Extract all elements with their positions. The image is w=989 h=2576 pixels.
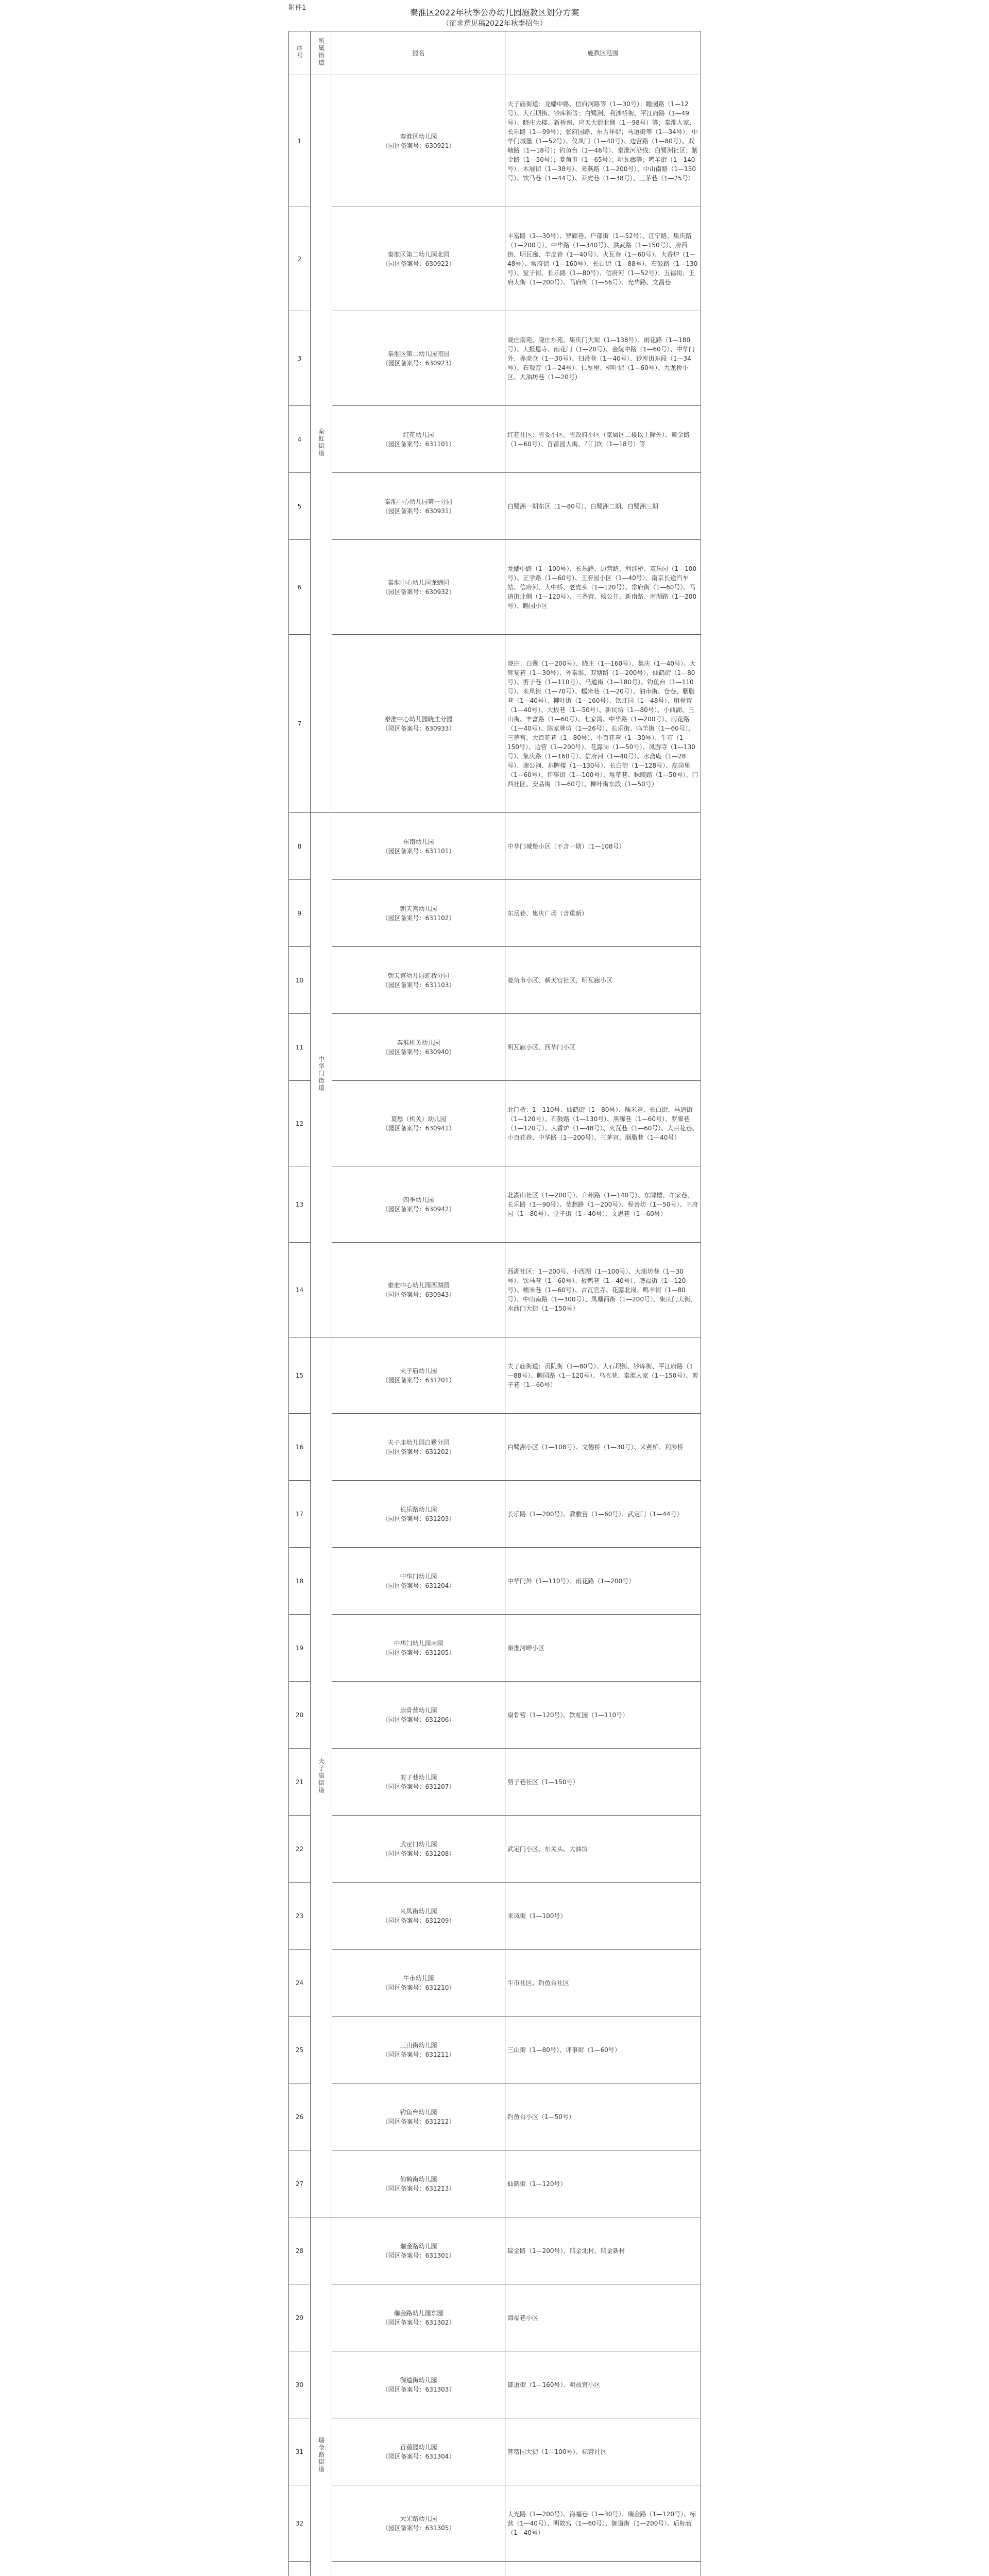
school-name: 莫愁（机关）幼儿园 <box>390 1115 447 1123</box>
table-row <box>289 1749 701 1816</box>
zone-cell: 三山街（1—80号）、评事街（1—60号） <box>505 2016 701 2083</box>
row-number: 18 <box>289 1548 311 1615</box>
school-code: （园区备案号：631103） <box>382 981 455 989</box>
row-number <box>289 2562 311 2576</box>
school-code: （园区备案号：630941） <box>382 1124 455 1132</box>
table-row <box>289 2351 701 2418</box>
row-number: 3 <box>289 311 311 406</box>
school-cell <box>332 540 505 635</box>
header-school: 园名 <box>332 31 505 75</box>
allocation-table <box>288 31 701 2576</box>
row-number: 31 <box>289 2418 311 2485</box>
table-row <box>289 2083 701 2150</box>
table-row <box>289 2485 701 2562</box>
school-name: 秦淮中心幼儿园西湖园 <box>387 1281 450 1289</box>
page-title: 秦淮区2022年秋季公办幼儿园施教区划分方案 <box>410 8 579 18</box>
table-row <box>289 2217 701 2284</box>
school-code: （园区备案号：630923） <box>382 359 455 367</box>
row-number: 28 <box>289 2217 311 2284</box>
zone-cell: 丰富路（1—30号）、罗廊巷、户部街（1—52号）、江宁路、集庆路（1—200号）、中华路（1—340号）、洪武路（1—150号）、府西街、明瓦廊、羊皮巷（1—40号）、火瓦巷（1—60号）、大香炉（1—48号）、常府街（1—160号）、长白街（1—88号）、石鼓路（1—130号）、堂子街、长乐路（1—80号）、信府河（1—52号）、五福街、王府大街（1—200号）、马府街（1—56号）、光华路、文昌巷 <box>505 207 701 311</box>
school-cell <box>332 1749 505 1816</box>
zone-cell: 秦淮河畔小区 <box>505 1615 701 1682</box>
school-name: 大光路幼儿园 <box>400 2515 437 2522</box>
school-cell <box>332 311 505 406</box>
school-cell <box>332 1166 505 1243</box>
school-code: （园区备案号：631212） <box>382 2117 455 2125</box>
school-code: （园区备案号：631201） <box>382 1376 455 1384</box>
row-number: 4 <box>289 406 311 473</box>
page-subtitle: （征求意见稿2022年秋季招生） <box>442 20 547 28</box>
school-name: 夫子庙幼儿园 <box>400 1367 437 1375</box>
table-row <box>289 2016 701 2083</box>
school-code: （园区备案号：631305） <box>382 2524 455 2532</box>
school-name: 东南幼儿园 <box>403 838 434 845</box>
school-cell <box>332 2016 505 2083</box>
row-number: 1 <box>289 75 311 207</box>
school-name: 秦淮区第二幼儿园北园 <box>387 250 450 258</box>
table-header-row <box>289 31 701 75</box>
school-name: 朝天宫幼儿园虹桥分园 <box>387 972 450 979</box>
row-number: 27 <box>289 2150 311 2217</box>
school-code: （园区备案号：631205） <box>382 1649 455 1656</box>
school-cell <box>332 2485 505 2562</box>
school-name: 秦淮中心幼儿园龙蟠园 <box>387 579 450 586</box>
school-name: 瑞金路幼儿园 <box>400 2242 437 2250</box>
row-number: 11 <box>289 1014 311 1081</box>
row-number: 20 <box>289 1682 311 1749</box>
zone-cell: 晓庄：白鹭（1—200号）、晓庄（1—160号）、集庆（1—40号）、大辉复巷（1—30号）、外秦淮、双塘路（1—200号）、仙鹤街（1—80号）、剪子巷（1—110号）、马道街（1—180号）、钓鱼台（1—110号）、来凤街（1—70号）、糯米巷（1—20号）、油市街、仓巷、胭脂巷（1—40号）、柳叶街（1—160号）、饮虹园（1—48号）、扇骨营（1—40号）、大板巷（1—50号）、新民坊（1—80号）、小西湖、三山街、丰富路（1—60号）、七家湾、中华路（1—200号）、雨花路（1—40号）、陈家牌坊（1—26号）、长乐街、鸣羊街（1—60号）、三茅宫、大百花巷（1—80号）、小百花巷（1—30号）、牛市（1—150号）、边营（1—200号）、花露岗（1—50号）、凤游寺（1—130号）、集庆路（1—160号）、信府河（1—40号）、水斋庵（1—28号）、谢公祠、东牌楼（1—130号）、长白街（1—128号）、高岗里（1—60号）、评事街（1—100号）、堆草巷、秣陵路（1—50号）、门西社区、安品街（1—60号）、柳叶街东段（1—50号） <box>505 635 701 813</box>
zone-cell: 御道街（1—160号）、明故宫小区 <box>505 2351 701 2418</box>
school-code: （园区备案号：631210） <box>382 1984 455 1991</box>
header-zone: 施教区范围 <box>505 31 701 75</box>
row-number: 14 <box>289 1243 311 1337</box>
school-cell <box>332 2284 505 2351</box>
zone-cell: 白鹭洲一期东区（1—80号）、白鹭洲二期、白鹭洲三期 <box>505 473 701 540</box>
school-code: （园区备案号：630921） <box>382 142 455 149</box>
table-row <box>289 1337 701 1414</box>
table-row <box>289 2150 701 2217</box>
area-cell <box>311 813 332 1337</box>
school-name: 长乐路幼儿园 <box>400 1505 437 1513</box>
row-number: 12 <box>289 1081 311 1166</box>
area-cell <box>311 75 332 813</box>
school-code: （园区备案号：631211） <box>382 2050 455 2058</box>
school-cell <box>332 1682 505 1749</box>
school-cell <box>332 2418 505 2485</box>
table-row <box>289 2418 701 2485</box>
zone-cell: 钓鱼台小区（1—50号） <box>505 2083 701 2150</box>
table-row <box>289 880 701 947</box>
school-code: （园区备案号：631208） <box>382 1850 455 1857</box>
table-row <box>289 1816 701 1883</box>
school-name: 牛市幼儿园 <box>403 1974 434 1982</box>
row-number: 6 <box>289 540 311 635</box>
table-row <box>289 406 701 473</box>
school-cell <box>332 2351 505 2418</box>
school-name: 三山街幼儿园 <box>400 2041 437 2049</box>
school-name: 来凤街幼儿园 <box>400 1907 437 1915</box>
table-row <box>289 947 701 1014</box>
school-name: 秦淮区幼儿园 <box>400 132 437 140</box>
school-code: （园区备案号：630940） <box>382 1048 455 1056</box>
table-row <box>289 2284 701 2351</box>
school-code: （园区备案号：631304） <box>382 2452 455 2460</box>
table-row <box>289 1548 701 1615</box>
row-number: 24 <box>289 1950 311 2016</box>
school-name: 御道街幼儿园 <box>400 2376 437 2384</box>
zone-cell: 东岳巷、集庆广场（含重新） <box>505 880 701 947</box>
school-cell <box>332 75 505 207</box>
school-cell <box>332 1014 505 1081</box>
school-cell <box>332 1950 505 2016</box>
row-number: 10 <box>289 947 311 1014</box>
area-label: 夫子庙街道 <box>317 1758 325 1794</box>
school-cell <box>332 1081 505 1166</box>
school-code: （园区备案号：631101） <box>382 847 455 855</box>
school-name: 秦淮区第二幼儿园南园 <box>387 350 450 358</box>
row-number: 29 <box>289 2284 311 2351</box>
table-row <box>289 75 701 207</box>
zone-cell: 瑞金路（1—200号）、瑞金北村、瑞金新村 <box>505 2217 701 2284</box>
school-cell <box>332 813 505 880</box>
zone-cell: 菱角市小区、朝天宫社区、明瓦廊小区 <box>505 947 701 1014</box>
row-number: 8 <box>289 813 311 880</box>
school-cell <box>332 207 505 311</box>
zone-cell: 晓庄南苑、晓庄东苑、集庆门大街（1—138号）、雨花路（1—180号）、大报恩寺、雨花门（1—20号）、金陵中路（1—60号）、中华门外、养虎仓（1—30号）、扫帚巷（1—40号）、钞库街东段（1—34号）、石观音（1—24号）、仁厚里、柳叶街（1—60号）、九龙桥小区、大油坊巷（1—20号） <box>505 311 701 406</box>
row-number: 17 <box>289 1481 311 1548</box>
school-name: 中华门幼儿园 <box>400 1572 437 1580</box>
school-cell <box>332 1337 505 1414</box>
school-name: 中华门幼儿园南园 <box>394 1639 444 1647</box>
school-cell <box>332 1816 505 1883</box>
zone-cell: 夫子庙街道：贡院街（1—80号）、大石坝街、钞库街、平江府路（1—88号）、瞻园路（1—120号）、乌衣巷、秦淮人家（1—150号）、剪子巷（1—60号） <box>505 1337 701 1414</box>
school-code: （园区备案号：631204） <box>382 1582 455 1589</box>
zone-cell: 来凤街（1—100号） <box>505 1883 701 1950</box>
zone-cell: 龙蟠中路（1—100号）、长乐路、边营路、利涉桥、双乐园（1—100号）、正学路（1—60号）、王府园小区（1—40号）、南京长途汽车站、信府河、大中桥、老虎头（1—120号）、常府街（1—60号）、马道街北侧（1—120号）、三条营、杨公井、新南路、南湖路（1—200号）、瞻园小区 <box>505 540 701 635</box>
zone-cell: 北湖山社区（1—200号）、升州路（1—140号）、东牌楼、许家巷、长乐路（1—90号）、莫愁路（1—200号）、程善坊（1—50号）、王府园（1—80号）、堂子街（1—40号）、文思巷（1—60号） <box>505 1166 701 1243</box>
school-name: 红花幼儿园 <box>403 431 434 438</box>
table-row <box>289 207 701 311</box>
table-row <box>289 1682 701 1749</box>
row-number: 7 <box>289 635 311 813</box>
school-code: （园区备案号：630933） <box>382 724 455 732</box>
school-cell <box>332 473 505 540</box>
row-number: 30 <box>289 2351 311 2418</box>
table-row <box>289 635 701 813</box>
row-number: 23 <box>289 1883 311 1950</box>
row-number: 13 <box>289 1166 311 1243</box>
row-number: 9 <box>289 880 311 947</box>
zone-cell: 明瓦廊小区、西华门小区 <box>505 1014 701 1081</box>
zone-cell: 白鹭洲小区（1—108号）、文德桥（1—30号）、来燕桥、利涉桥 <box>505 1414 701 1481</box>
school-code: （园区备案号：631302） <box>382 2318 455 2326</box>
table-row <box>289 1883 701 1950</box>
table-row <box>289 311 701 406</box>
zone-cell: 中华门城堡小区（不含一期）（1—108号） <box>505 813 701 880</box>
zone-cell <box>505 2562 701 2576</box>
row-number: 5 <box>289 473 311 540</box>
row-number: 19 <box>289 1615 311 1682</box>
table-row <box>289 813 701 880</box>
table-row <box>289 1166 701 1243</box>
school-cell <box>332 2150 505 2217</box>
school-code: （园区备案号：631303） <box>382 2385 455 2393</box>
school-name: 秦淮机关幼儿园 <box>397 1039 440 1046</box>
table-body <box>289 75 701 2576</box>
school-cell <box>332 1615 505 1682</box>
zone-cell: 扇骨营（1—120号）、饮虹园（1—110号） <box>505 1682 701 1749</box>
school-code: （园区备案号：631207） <box>382 1783 455 1790</box>
school-code: （园区备案号：630931） <box>382 507 455 515</box>
table-row <box>289 1481 701 1548</box>
title-block <box>288 7 701 29</box>
school-cell <box>332 406 505 473</box>
zone-cell: 武定门小区、东关头、大油坊 <box>505 1816 701 1883</box>
school-cell <box>332 1414 505 1481</box>
school-name: 瑞金路幼儿园东园 <box>394 2309 444 2317</box>
area-cell <box>311 2217 332 2576</box>
row-number: 22 <box>289 1816 311 1883</box>
school-code: （园区备案号：631301） <box>382 2251 455 2259</box>
school-name: 仙鹤街幼儿园 <box>400 2175 437 2183</box>
table-row <box>289 473 701 540</box>
zone-cell: 牛市社区、钓鱼台社区 <box>505 1950 701 2016</box>
school-cell <box>332 1548 505 1615</box>
area-label: 秦虹街道 <box>317 428 325 457</box>
school-name: 秦淮中心幼儿园晓庄分园 <box>384 715 453 723</box>
school-name: 扇骨营幼儿园 <box>400 1706 437 1714</box>
table-row <box>289 540 701 635</box>
school-code: （园区备案号：631213） <box>382 2184 455 2192</box>
row-number: 26 <box>289 2083 311 2150</box>
table-row <box>289 1014 701 1081</box>
area-label: 中华门街道 <box>317 1056 325 1092</box>
school-code: （园区备案号：631101） <box>382 440 455 448</box>
zone-cell: 海福巷小区 <box>505 2284 701 2351</box>
table-row <box>289 2562 701 2576</box>
school-code: （园区备案号：631202） <box>382 1448 455 1455</box>
school-code: （园区备案号：630942） <box>382 1205 455 1213</box>
school-name: 四季幼儿园 <box>403 1196 434 1204</box>
table-row <box>289 1414 701 1481</box>
school-name: 朝天宫幼儿园 <box>400 905 437 912</box>
row-number: 16 <box>289 1414 311 1481</box>
table-row <box>289 1615 701 1682</box>
school-name: 夫子庙幼儿园白鹭分园 <box>387 1438 450 1446</box>
school-code: （园区备案号：631206） <box>382 1716 455 1723</box>
row-number: 15 <box>289 1337 311 1414</box>
zone-cell: 剪子巷社区（1—150号） <box>505 1749 701 1816</box>
school-code: （园区备案号：631209） <box>382 1917 455 1924</box>
area-label: 瑞金路街道 <box>317 2437 325 2473</box>
zone-cell: 大光路（1—200号）、海福巷（1—30号）、瑞金路（1—120号）、标营（1—40号）、明故宫（1—60号）、御道街（1—200号）、后标营（1—40号） <box>505 2485 701 2562</box>
zone-cell: 仙鹤街（1—120号） <box>505 2150 701 2217</box>
school-code: （园区备案号：630932） <box>382 588 455 596</box>
school-code: （园区备案号：631102） <box>382 914 455 922</box>
school-code: （园区备案号：630922） <box>382 260 455 267</box>
zone-cell: 红花社区：省委小区、省政府小区（家属区二楼以上除外）、紫金路（1—60号）、苜蓿园大街、石门坎（1—18号）等 <box>505 406 701 473</box>
school-code: （园区备案号：631203） <box>382 1515 455 1522</box>
attachment-label: 附件1 <box>288 4 306 12</box>
school-cell <box>332 635 505 813</box>
school-cell <box>332 1883 505 1950</box>
zone-cell: 西湖社区：1—200号、小西湖（1—100号）、大油坊巷（1—30号）、饮马巷（1—60号）、板鸭巷（1—40号）、膺福街（1—120号）、糯米巷（1—60号）、古瓦官寺、花露北岗、鸣羊街（1—80号）、中山南路（1—300号）、凤凰西街（1—200号）、集庆门大街、水西门大街（1—150号） <box>505 1243 701 1337</box>
school-name: 秦淮中心幼儿园第一分园 <box>384 498 453 505</box>
school-cell <box>332 2083 505 2150</box>
table-row <box>289 1950 701 2016</box>
zone-cell: 苜蓿园大街（1—100号）、标营社区 <box>505 2418 701 2485</box>
row-number: 21 <box>289 1749 311 1816</box>
zone-cell: 夫子庙街道：龙蟠中路、信府河路等（1—30号）；瞻园路（1—12号）、大石坝街、钞库街等；白鹭洲、利涉桥街、平江府路（1—49号）、晓庄大楼、新桥南、应天大街北侧（1—98号）等；秦淮人家、长乐路（1—99号）；张府园路、东吉祥街；马道街等（1—34号）；中华门城堡（1—52号）、仪凤门（1—40号）、边营路（1—80号）、双塘路（1—18号）；钓鱼台（1—46号）、秦淮河沿线；白鹭洲社区；紫金路（1—50号）；菱角市（1—65号）；明瓦廊等；鸣羊街（1—140号）；木屐街（1—38号）、来燕路（1—200号）、中山南路（1—150号）、饮马巷（1—44号）、养虎巷（1—38号）、三茅巷（1—25号） <box>505 75 701 207</box>
zone-cell: 北门桥：1—110号、仙鹤街（1—80号）、糯米巷、长白街、马道街（1—120号）、石鼓路（1—130号）、黑廊巷（1—60号）、罗廊巷（1—120号）、大香炉（1—48号）、火瓦巷（1—60号）、大百花巷、小百花巷、中华路（1—200号）、三茅宫、胭脂巷（1—40号） <box>505 1081 701 1166</box>
header-area: 所属街道 <box>311 31 332 75</box>
school-cell <box>332 1243 505 1337</box>
zone-cell: 长乐路（1—200号）、教敷营（1—60号）、武定门（1—44号） <box>505 1481 701 1548</box>
school-name: 苜蓿园幼儿园 <box>400 2443 437 2451</box>
table-row <box>289 1081 701 1166</box>
table-row <box>289 1243 701 1337</box>
header-num: 序号 <box>289 31 311 75</box>
row-number: 32 <box>289 2485 311 2562</box>
zone-cell: 中华门外（1—110号）、雨花路（1—200号） <box>505 1548 701 1615</box>
school-cell <box>332 1481 505 1548</box>
row-number: 25 <box>289 2016 311 2083</box>
school-name: 钓鱼台幼儿园 <box>400 2108 437 2116</box>
row-number: 2 <box>289 207 311 311</box>
school-cell <box>332 947 505 1014</box>
school-cell <box>332 880 505 947</box>
school-code: （园区备案号：630943） <box>382 1291 455 1298</box>
school-cell <box>332 2217 505 2284</box>
school-name: 剪子巷幼儿园 <box>400 1773 437 1781</box>
school-name: 武定门幼儿园 <box>400 1840 437 1848</box>
school-cell <box>332 2562 505 2576</box>
area-cell <box>311 1337 332 2217</box>
